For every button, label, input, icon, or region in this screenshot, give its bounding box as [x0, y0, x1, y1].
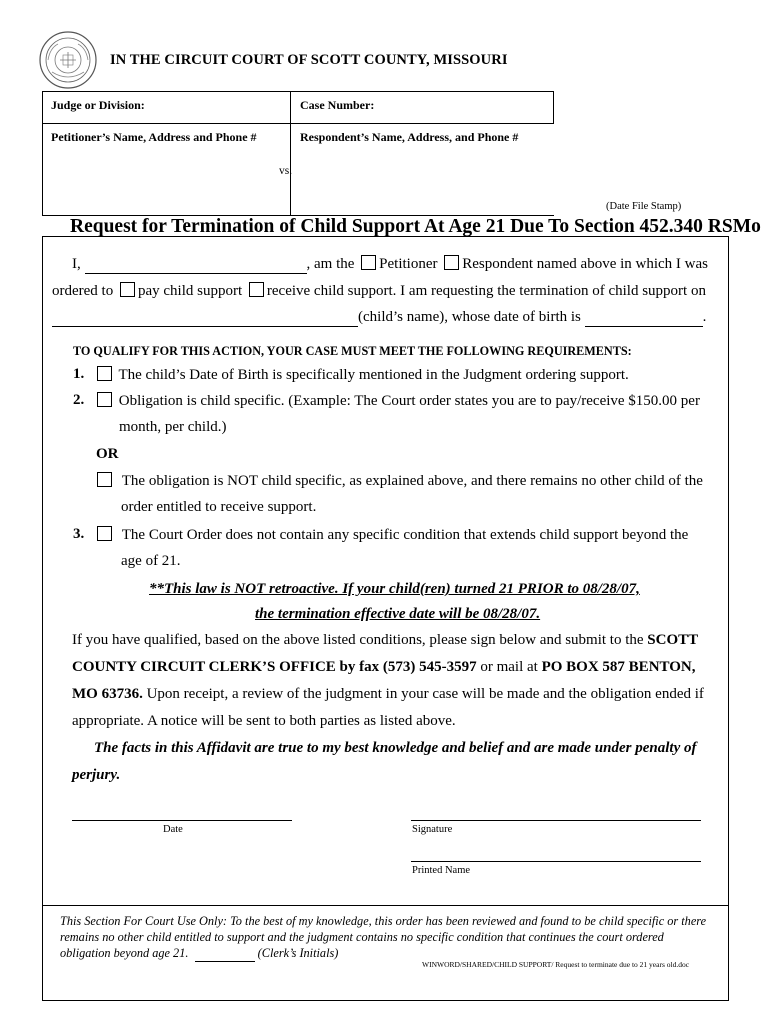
item-2	[94, 392, 700, 410]
name-input-line[interactable]	[85, 256, 307, 274]
date-label: Date	[163, 824, 183, 835]
pay-label: pay child support	[137, 283, 243, 299]
item-2-number: 2.	[73, 392, 85, 408]
intro-line-1	[72, 255, 708, 274]
receive-checkbox[interactable]	[249, 282, 264, 297]
affidavit-line-1: The facts in this Affidavit are true to my best knowledge and belief and are made under penalty of	[94, 740, 697, 756]
petitioner-checkbox[interactable]	[361, 255, 376, 270]
petitioner-field[interactable]: Petitioner’s Name, Address and Phone #	[51, 130, 257, 144]
notice-line-1: **This law is NOT retroactive. If your child(ren) turned 21 PRIOR to 08/28/07,	[149, 581, 640, 597]
signature-line[interactable]	[411, 820, 701, 821]
intro-i: I,	[72, 256, 81, 272]
item-2-checkbox[interactable]	[97, 392, 112, 407]
item-1-checkbox[interactable]	[97, 366, 112, 381]
childs-name-label: (child’s name), whose date of birth is	[358, 309, 581, 325]
instructions-text: or mail at	[476, 659, 542, 675]
period: .	[702, 309, 707, 325]
item-3-text-cont: age of 21.	[121, 553, 181, 569]
date-line[interactable]	[72, 820, 292, 821]
intro-am-the: , am the	[306, 256, 355, 272]
instructions-bold: SCOTT	[647, 632, 699, 648]
item-2-text-cont: month, per child.)	[119, 419, 227, 435]
birth-date-input-line[interactable]	[585, 309, 703, 327]
child-name-input-line[interactable]	[52, 309, 358, 327]
judge-division-field[interactable]: Judge or Division:	[51, 98, 145, 112]
divider	[553, 92, 554, 123]
item-3-text: The Court Order does not contain any specific condition that extends child support beyond the	[121, 527, 689, 543]
item-3-checkbox[interactable]	[97, 526, 112, 541]
court-use-statement: This Section For Court Use Only: To the best of my knowledge, this order has been reviewed and found to be child specific or there remains no other child entitled to support and the judgment contains no specific condition that continues the court ordered obligation beyond age 21.	[60, 914, 707, 960]
instructions-text: If you have qualified, based on the above listed conditions, please sign below and submit to the	[72, 632, 648, 648]
case-header-table	[42, 91, 554, 216]
respondent-label: Respondent named above in which I was	[462, 256, 709, 272]
receive-label: receive child support. I am requesting the termination of child support on	[266, 283, 706, 299]
case-number-field[interactable]: Case Number:	[300, 98, 375, 112]
intro-line-2	[52, 282, 706, 300]
item-1	[94, 366, 629, 384]
item-1-text: The child’s Date of Birth is specifically mentioned in the Judgment ordering support.	[118, 367, 629, 383]
clerk-initials-label: (Clerk’s Initials)	[257, 946, 339, 960]
date-file-stamp-label: (Date File Stamp)	[606, 201, 682, 212]
instructions-bold: COUNTY CIRCUIT CLERK’S OFFICE by fax (573) 545-3597	[72, 659, 477, 675]
court-use-text	[60, 913, 710, 962]
instructions-line-4: appropriate. A notice will be sent to both parties as listed above.	[72, 713, 456, 729]
instructions-line-1	[72, 632, 698, 649]
alt-item-text-cont: order entitled to receive support.	[121, 499, 317, 515]
affidavit-line-2: perjury.	[72, 767, 121, 783]
petitioner-label: Petitioner	[379, 256, 438, 272]
ordered-to-label: ordered to	[52, 283, 114, 299]
item-2-text: Obligation is child specific. (Example: The Court order states you are to pay/receive $150.00 per	[118, 393, 700, 409]
pay-checkbox[interactable]	[120, 282, 135, 297]
vs-label: vs.	[279, 165, 293, 177]
clerk-initials-line[interactable]	[195, 945, 255, 962]
printed-name-line[interactable]	[411, 861, 701, 862]
respondent-field[interactable]: Respondent’s Name, Address, and Phone #	[300, 130, 519, 144]
item-3	[94, 526, 688, 544]
court-title: IN THE CIRCUIT COURT OF SCOTT COUNTY, MISSOURI	[110, 52, 508, 68]
respondent-checkbox[interactable]	[444, 255, 459, 270]
form-title: Request for Termination of Child Support At Age 21 Due To Section 452.340 RSMo	[70, 216, 761, 237]
instructions-text: Upon receipt, a review of the judgment in your case will be made and the obligation ended if	[142, 686, 704, 702]
state-seal-icon	[38, 30, 98, 90]
or-label: OR	[96, 446, 119, 462]
printed-name-label: Printed Name	[412, 865, 471, 876]
item-1-number: 1.	[73, 366, 85, 382]
instructions-line-2	[72, 659, 696, 676]
intro-line-3	[52, 309, 706, 327]
alt-item	[94, 472, 703, 490]
item-3-number: 3.	[73, 526, 85, 542]
instructions-bold: PO BOX 587 BENTON,	[541, 659, 696, 675]
instructions-bold: MO 63736.	[72, 686, 143, 702]
divider	[290, 92, 291, 123]
notice-line-2: the termination effective date will be 08/28/07.	[255, 606, 541, 622]
instructions-line-3	[72, 686, 704, 703]
requirements-heading: TO QUALIFY FOR THIS ACTION, YOUR CASE MUST MEET THE FOLLOWING REQUIREMENTS:	[73, 344, 632, 358]
document-reference: WINWORD/SHARED/CHILD SUPPORT/ Request to terminate due to 21 years old.doc	[422, 960, 690, 969]
alt-item-text: The obligation is NOT child specific, as explained above, and there remains no other child of the	[121, 473, 703, 489]
signature-label: Signature	[412, 824, 453, 835]
alt-item-checkbox[interactable]	[97, 472, 112, 487]
